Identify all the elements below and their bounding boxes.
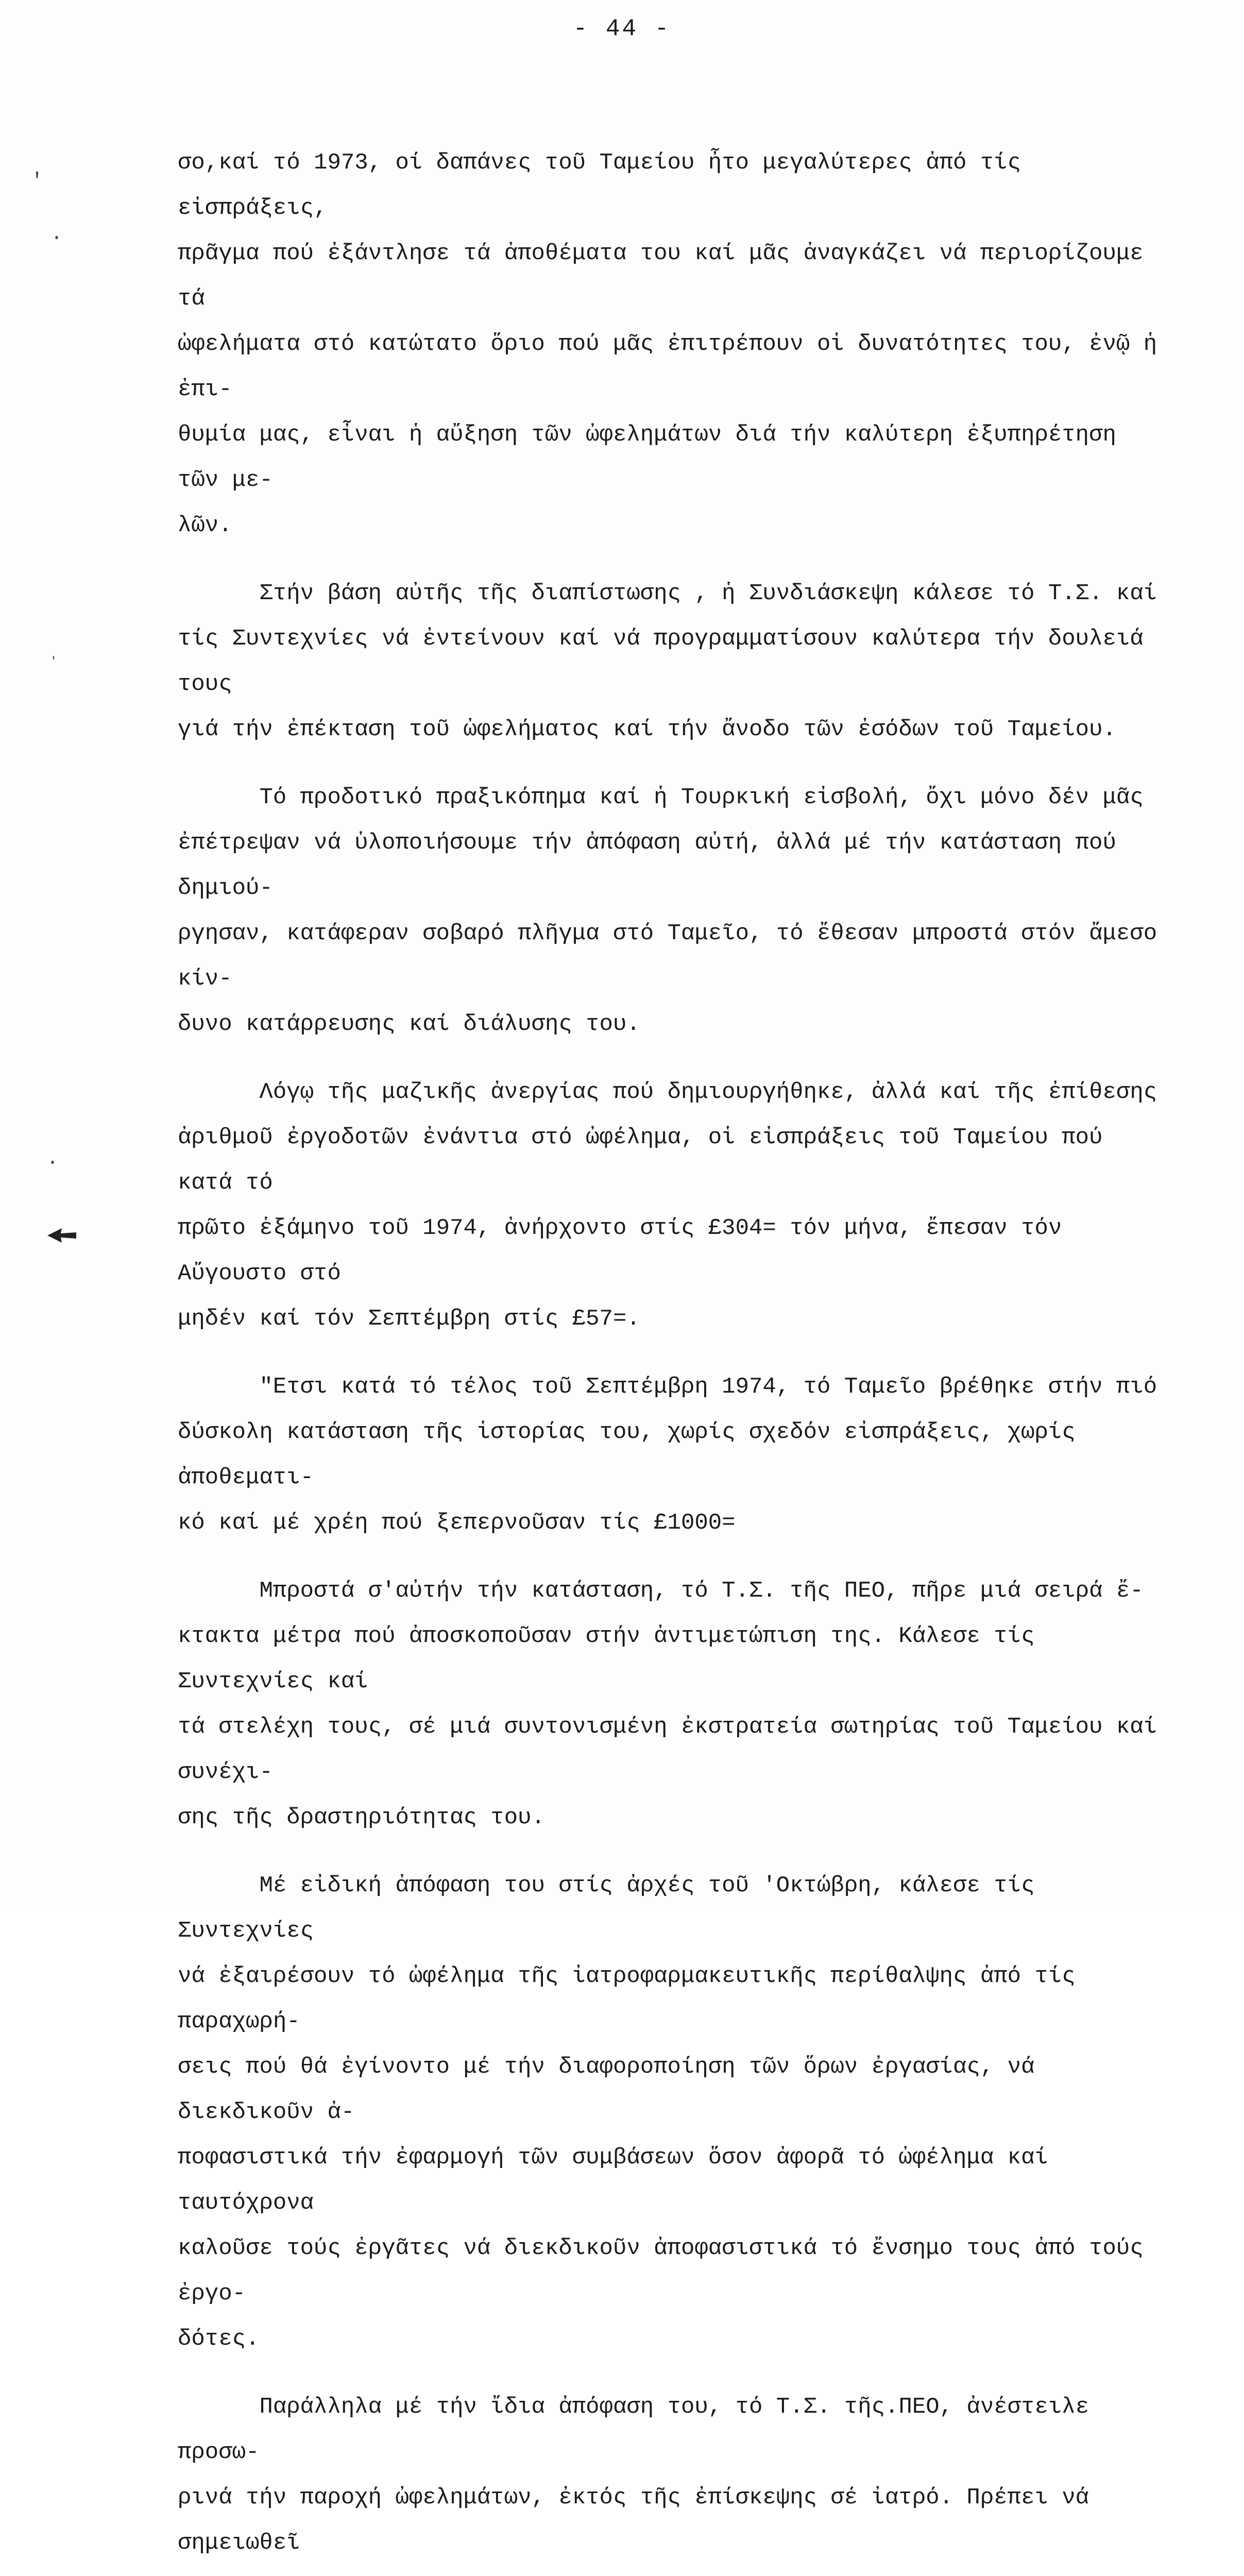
text-line: Λόγῳ τῆς μαζικῆς ἀνεργίας πού δημιουργήθηκε, ἀλλά καί τῆς ἐπίθεσης xyxy=(178,1079,1157,1105)
paragraph xyxy=(178,775,1169,1047)
paragraph xyxy=(178,140,1169,548)
text-line: τίς Συντεχνίες νά ἐντείνουν καί νά προγραμματίσουν καλύτερα τήν δουλειά τους xyxy=(178,626,1157,697)
text-line: πρᾶγμα πού ἐξάντλησε τά ἀποθέματα του καί μᾶς ἀναγκάζει νά περιορίζουμε τά xyxy=(178,241,1157,312)
text-line: δότες. xyxy=(178,2326,260,2352)
text-line: ποφασιστικά τήν ἐφαρμογή τῶν συμβάσεων ὅσον ἀφορᾶ τό ὠφέλημα καί ταυτόχρονα xyxy=(178,2145,1062,2216)
text-line: Τό προδοτικό πραξικόπημα καί ἡ Τουρκική εἰσβολή, ὄχι μόνο δέν μᾶς xyxy=(178,785,1144,810)
text-line: σο,καί τό 1973, οί δαπάνες τοῦ Ταμείου ἦτο μεγαλύτερες ἀπό τίς εἰσπράξεις, xyxy=(178,150,1035,221)
text-line: δυνο κατάρρευσης καί διάλυσης του. xyxy=(178,1011,640,1037)
text-line: σης τῆς δραστηριότητας του. xyxy=(178,1805,545,1831)
text-line: τά στελέχη τους, σέ μιά συντονισμένη ἐκστρατεία σωτηρίας τοῦ Ταμείου καί συνέχι- xyxy=(178,1714,1171,1785)
text-line: λῶν. xyxy=(178,513,232,538)
body-text xyxy=(178,140,1169,2576)
paragraph xyxy=(178,1863,1169,2362)
margin-mark: ʹ xyxy=(31,170,44,193)
text-line: μηδέν καί τόν Σεπτέμβρη στίς £57=. xyxy=(178,1306,640,1332)
text-line: Παράλληλα μέ τήν ἴδια ἀπόφαση του, τό Τ.Σ. τῆς.ΠΕΟ, ἀνέστειλε προσω- xyxy=(178,2394,1103,2465)
text-line: σεις πού θά ἐγίνοντο μέ τήν διαφοροποίηση τῶν ὅρων ἐργασίας, νά διεκδικοῦν ἀ- xyxy=(178,2054,1048,2125)
paragraph xyxy=(178,1568,1169,1840)
text-line: ργησαν, κατάφεραν σοβαρό πλῆγμα στό Ταμεῖο, τό ἔθεσαν μπροστά στόν ἄμεσο κίν- xyxy=(178,921,1171,992)
text-line: γιά τήν ἐπέκταση τοῦ ὠφελήματος καί τήν ἄνοδο τῶν ἐσόδων τοῦ Ταμείου. xyxy=(178,717,1116,742)
paragraph xyxy=(178,1070,1169,1342)
margin-mark: · xyxy=(46,1151,59,1175)
text-line: "Ετσι κατά τό τέλος τοῦ Σεπτέμβρη 1974, τό Ταμεῖο βρέθηκε στήν πιό xyxy=(178,1374,1157,1400)
text-line: κό καί μέ χρέη πού ξεπερνοῦσαν τίς £1000= xyxy=(178,1510,736,1536)
paragraph xyxy=(178,2384,1169,2576)
text-line: ὠφελήματα στό κατώτατο ὅριο πού μᾶς ἐπιτρέπουν οἱ δυνατότητες του, ἐνῷ ἡ ἐπι- xyxy=(178,331,1171,402)
ink-blot-icon xyxy=(46,1226,77,1245)
text-line: ἀριθμοῦ ἐργοδοτῶν ἐνάντια στό ὠφέλημα, οἱ εἰσπράξεις τοῦ Ταμείου πού κατά τό xyxy=(178,1125,1116,1196)
margin-mark: ˌ xyxy=(47,639,60,662)
text-line: κτακτα μέτρα πού ἀποσκοποῦσαν στήν ἀντιμετώπιση της. Κάλεσε τίς Συντεχνίες καί xyxy=(178,1623,1048,1694)
text-line: πρῶτο ἑξάμηνο τοῦ 1974, ἀνήρχοντο στίς £304= τόν μήνα, ἔπεσαν τόν Αὔγουστο στό xyxy=(178,1215,1076,1286)
text-line: δύσκολη κατάσταση τῆς ἱστορίας του, χωρίς σχεδόν εἰσπράξεις, χωρίς ἀποθεματι- xyxy=(178,1419,1089,1490)
text-line: Μέ εἰδική ἀπόφαση του στίς ἀρχές τοῦ 'Οκτώβρη, κάλεσε τίς Συντεχνίες xyxy=(178,1873,1048,1944)
text-line: θυμία μας, εἶναι ἡ αὔξηση τῶν ὠφελημάτων διά τήν καλύτερη ἐξυπηρέτηση τῶν με- xyxy=(178,422,1130,493)
text-line: ἐπέτρεψαν νά ὑλοποιήσουμε τήν ἀπόφαση αὐτή, ἀλλά μέ τήν κατάσταση πού δημιού- xyxy=(178,830,1130,901)
text-line: Μπροστά σ'αὐτήν τήν κατάσταση, τό Τ.Σ. τῆς ΠΕΟ, πῆρε μιά σειρά ἔ- xyxy=(178,1578,1144,1604)
text-line: ρινά τήν παροχή ὠφελημάτων, ἐκτός τῆς ἐπίσκεψης σέ ἰατρό. Πρέπει νά σημειωθεῖ xyxy=(178,2485,1103,2556)
margin-mark: · xyxy=(50,227,63,250)
page-number: - 44 - xyxy=(573,15,671,42)
text-line: καλοῦσε τούς ἐργᾶτες νά διεκδικοῦν ἀποφασιστικά τό ἔνσημο τους ἀπό τούς ἐργο- xyxy=(178,2235,1157,2307)
text-line: νά ἐξαιρέσουν τό ὠφέλημα τῆς ἰατροφαρμακευτικῆς περίθαλψης ἀπό τίς παραχωρή- xyxy=(178,1963,1089,2035)
text-line: Στήν βάση αὐτῆς τῆς διαπίστωσης , ἡ Συνδιάσκεψη κάλεσε τό Τ.Σ. καί xyxy=(178,581,1157,606)
text-line xyxy=(178,2566,1169,2576)
paragraph xyxy=(178,1364,1169,1546)
paragraph xyxy=(178,571,1169,752)
